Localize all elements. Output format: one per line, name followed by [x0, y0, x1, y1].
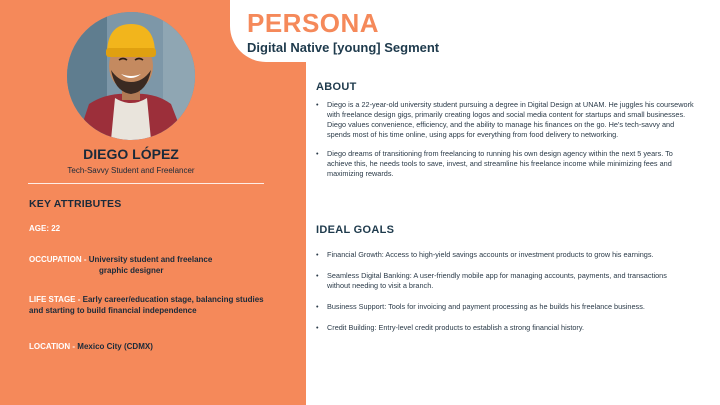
ideal-goals-list	[316, 250, 676, 344]
occupation-value-continued: graphic designer	[99, 266, 164, 275]
life-stage-value: Early career/education stage, balancing studies and starting to build financial independence	[29, 295, 264, 315]
page-subtitle: Digital Native [young] Segment	[247, 40, 440, 55]
about-list	[316, 100, 696, 188]
page-title: PERSONA	[247, 8, 380, 38]
occupation-label: OCCUPATION -	[29, 255, 87, 264]
name-divider	[28, 183, 264, 184]
person-name: DIEGO LÓPEZ	[83, 146, 179, 162]
ideal-goals-heading: IDEAL GOALS	[316, 224, 395, 236]
key-attributes-heading: KEY ATTRIBUTES	[29, 198, 122, 210]
age-label: AGE: 22	[29, 224, 61, 233]
about-item: • Diego is a 22-year-old university student pursuing a degree in Digital Design at UNAM. He juggles his coursework with freelance design gigs, primarily creating logos and social media content for startups and small businesses. Diego values convenience, efficiency, and the ability to manage his finances on the go. He's tech-savvy and spends most of his time online, using apps for everything from food delivery to networking.	[316, 100, 696, 140]
goal-item: • Financial Growth: Access to high-yield savings accounts or investment products to grow his earnings.	[316, 250, 676, 260]
about-heading: ABOUT	[316, 81, 357, 93]
attribute-location	[29, 341, 153, 352]
person-tagline: Tech-Savvy Student and Freelancer	[67, 166, 195, 175]
attribute-life-stage	[29, 294, 279, 316]
goal-item: • Business Support: Tools for invoicing and payment processing as he builds his freelance business.	[316, 302, 676, 312]
occupation-value: University student and freelance	[86, 255, 213, 264]
life-stage-label: LIFE STAGE -	[29, 295, 81, 304]
header-fill	[306, 62, 720, 82]
person-photo-icon	[67, 12, 195, 140]
about-item: • Diego dreams of transitioning from freelancing to running his own design agency within the next 5 years. To achieve this, he needs tools to save, invest, and streamline his freelance income while minimizing fees and maximizing rewards.	[316, 149, 696, 179]
attribute-occupation	[29, 254, 212, 276]
goal-item: • Seamless Digital Banking: A user-friendly mobile app for managing accounts, payments, and transactions without needing to visit a branch.	[316, 271, 676, 291]
location-label: LOCATION -	[29, 342, 76, 351]
location-value: Mexico City (CDMX)	[75, 342, 153, 351]
goal-item: • Credit Building: Entry-level credit products to establish a strong financial history.	[316, 323, 676, 333]
avatar	[67, 12, 195, 140]
attribute-age	[29, 223, 60, 234]
